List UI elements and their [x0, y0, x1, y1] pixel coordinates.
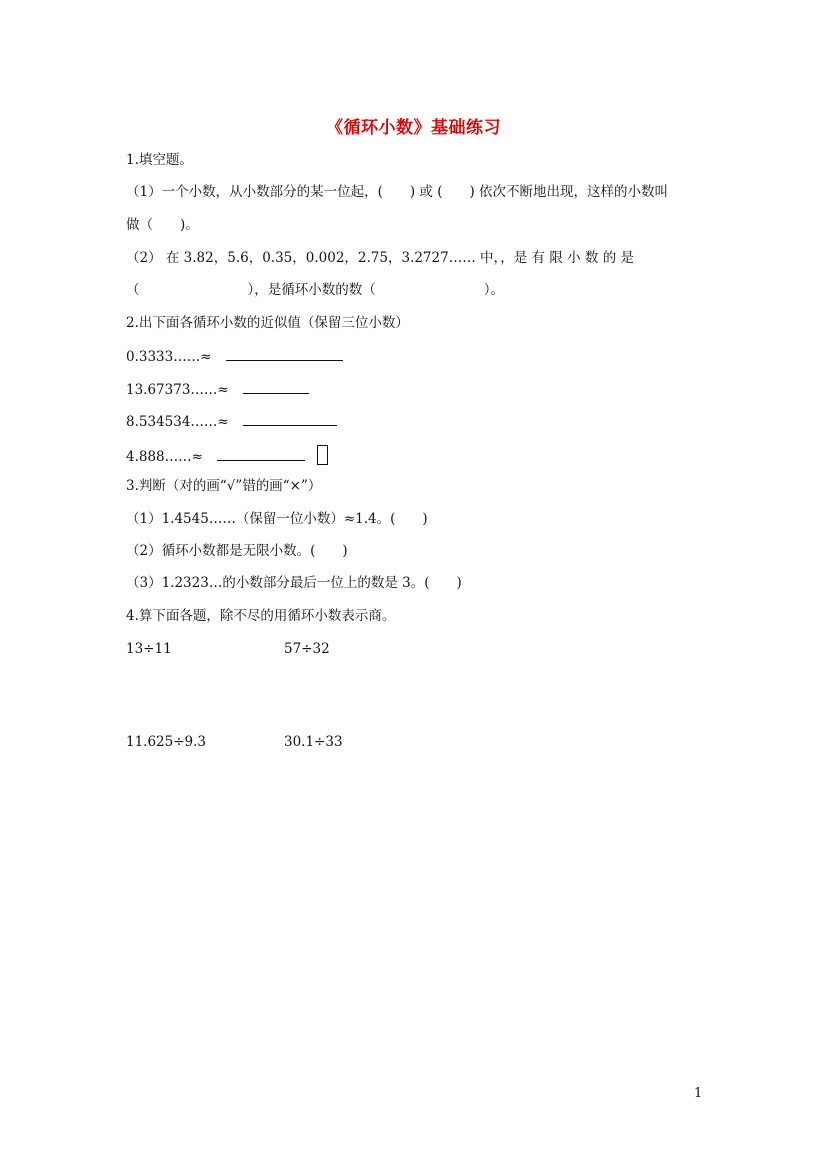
q2-item-text: 0.3333……≈ [126, 349, 212, 365]
q4-problem: 13÷11 [126, 641, 172, 657]
q2-item [126, 445, 328, 466]
answer-blank[interactable] [226, 347, 343, 361]
answer-blank[interactable] [243, 380, 309, 394]
page-title: 《循环小数》基础练习 [326, 118, 501, 138]
q2-item-text: 13.67373……≈ [126, 382, 229, 398]
page-number: 1 [694, 1086, 703, 1101]
q1-heading: 1.填空题。 [126, 152, 193, 168]
q3-item: （3）1.2323…的小数部分最后一位上的数是 3。( ) [126, 575, 462, 591]
q2-item [126, 380, 309, 399]
q4-heading: 4.算下面各题，除不尽的用循环小数表示商。 [126, 608, 396, 624]
q2-item [126, 412, 337, 431]
q3-item: （1）1.4545……（保留一位小数）≈1.4。( ) [126, 511, 428, 527]
q1-part1-line2: 做（ )。 [126, 217, 199, 233]
q3-heading: 3.判断（对的画“√”错的画“×”） [126, 478, 322, 494]
placeholder-box [317, 445, 328, 465]
answer-blank[interactable] [217, 447, 305, 461]
q2-item [126, 347, 343, 366]
q1-part2-line2: （ ），是循环小数的数（ ）。 [126, 282, 504, 298]
q1-part1-line1: （1）一个小数，从小数部分的某一位起，( ) 或 ( ) 依次不断地出现，这样的小数叫 [126, 184, 669, 200]
q4-problem: 30.1÷33 [284, 734, 343, 750]
q2-heading: 2.出下面各循环小数的近似值（保留三位小数） [126, 315, 409, 331]
q4-problem: 57÷32 [284, 641, 330, 657]
q4-problem: 11.625÷9.3 [126, 734, 207, 750]
q1-part2-line1: （2） 在 3.82，5.6，0.35，0.002，2.75，3.2727…… 中，，是 有 限 小 数 的 是 [126, 250, 634, 266]
answer-blank[interactable] [243, 412, 337, 426]
q3-item: （2）循环小数都是无限小数。( ) [126, 543, 348, 559]
q2-item-text: 4.888……≈ [126, 449, 203, 465]
q2-item-text: 8.534534……≈ [126, 414, 229, 430]
